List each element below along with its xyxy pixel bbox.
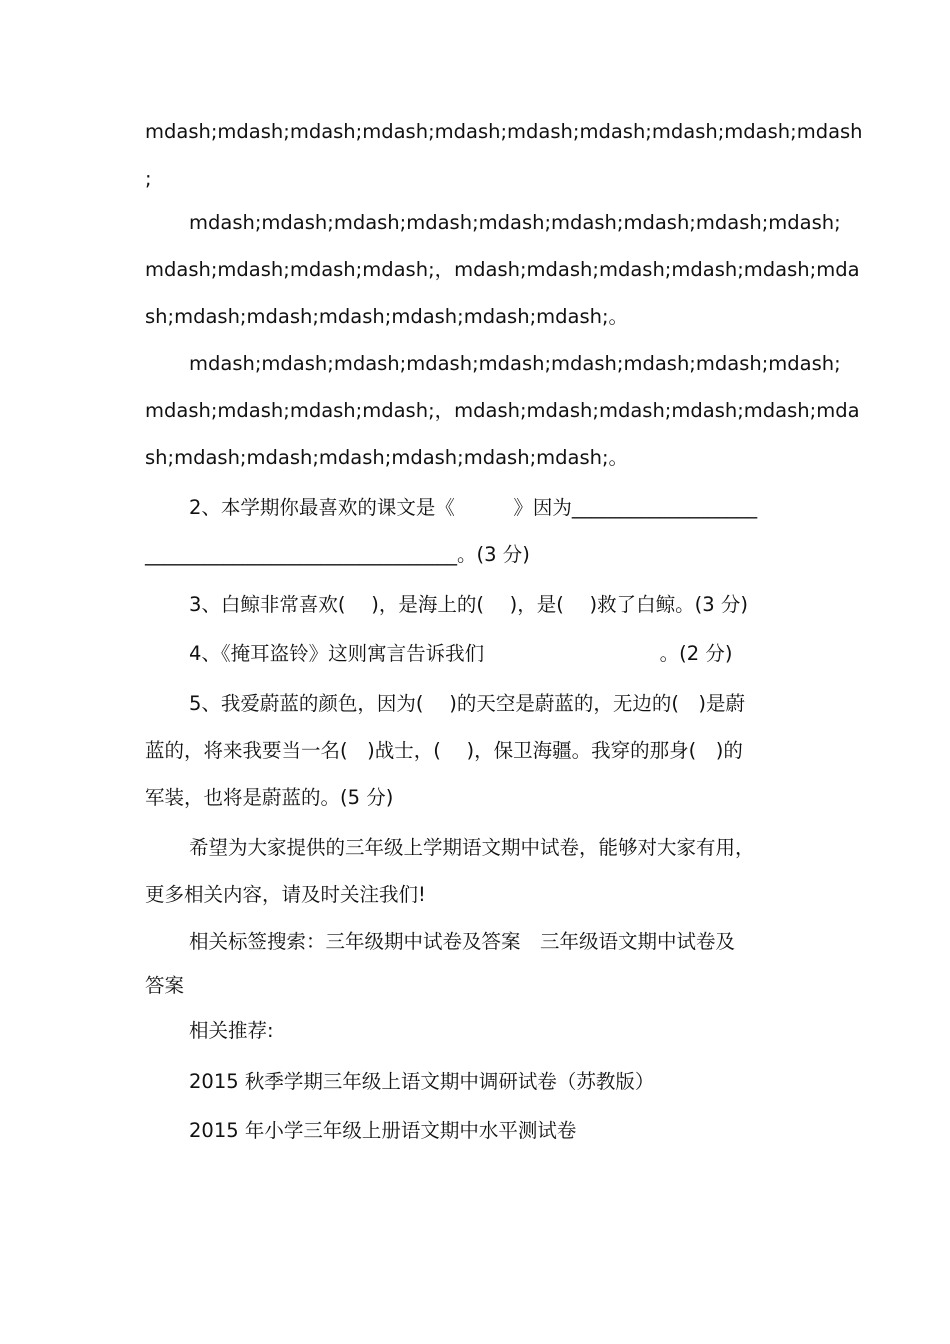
text-line: mdash;mdash;mdash;mdash;mdash;mdash;mdash;mdash;mdash;mdash [145,120,863,143]
text-line: sh;mdash;mdash;mdash;mdash;mdash;mdash;。 [145,446,629,469]
text-line: sh;mdash;mdash;mdash;mdash;mdash;mdash;。 [145,305,629,328]
text-line: ; [145,167,152,190]
related-tags-line: 相关标签搜索：三年级期中试卷及答案 三年级语文期中试卷及 [189,930,736,953]
closing-paragraph-line: 更多相关内容，请及时关注我们! [145,883,426,906]
related-link[interactable]: 2015 秋季学期三年级上语文期中调研试卷（苏教版） [189,1070,655,1093]
question-2-line: 2、本学期你最喜欢的课文是《 》因为___________________ [189,496,758,519]
text-line: mdash;mdash;mdash;mdash;，mdash;mdash;mdash;mdash;mdash;mda [145,258,860,281]
related-tags-line: 答案 [145,974,185,997]
question-5-line: 5、我爱蔚蓝的颜色，因为( )的天空是蔚蓝的，无边的( )是蔚 [189,692,746,715]
text-line: mdash;mdash;mdash;mdash;，mdash;mdash;mdash;mdash;mdash;mda [145,399,860,422]
text-line: mdash;mdash;mdash;mdash;mdash;mdash;mdash;mdash;mdash; [189,352,841,375]
related-link[interactable]: 2015 年小学三年级上册语文期中水平测试卷 [189,1119,577,1142]
question-4-line: 4、《掩耳盗铃》这则寓言告诉我们 。(2 分) [189,642,733,665]
question-5-line: 军装，也将是蔚蓝的。(5 分) [145,786,394,809]
question-3-line: 3、白鲸非常喜欢( )，是海上的( )，是( )救了白鲸。(3 分) [189,593,748,616]
question-5-line: 蓝的，将来我要当一名( )战士，( )，保卫海疆。我穿的那身( )的 [145,739,743,762]
text-line: mdash;mdash;mdash;mdash;mdash;mdash;mdash;mdash;mdash; [189,211,841,234]
related-recommend-heading: 相关推荐: [189,1019,274,1042]
closing-paragraph-line: 希望为大家提供的三年级上学期语文期中试卷，能够对大家有用， [189,836,755,859]
question-2-line: ________________________________。(3 分) [145,543,530,566]
